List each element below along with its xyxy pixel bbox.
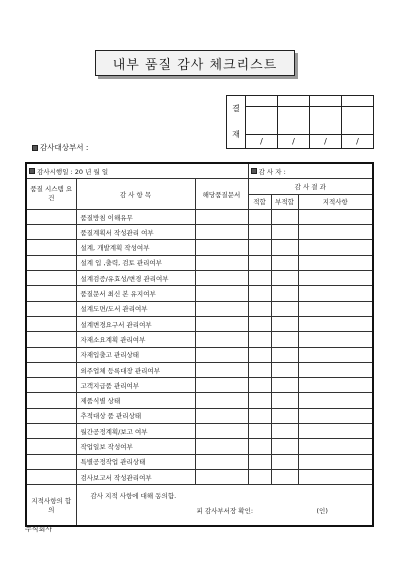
remarks-cell[interactable] bbox=[298, 378, 373, 393]
checklist-row bbox=[26, 271, 373, 286]
approval-title-cell bbox=[310, 96, 342, 107]
requirement-cell[interactable] bbox=[26, 286, 76, 301]
audit-target-dept bbox=[32, 142, 88, 153]
fail-cell[interactable] bbox=[271, 209, 298, 224]
approval-title-cell bbox=[342, 96, 374, 107]
bullet-square-icon bbox=[251, 168, 257, 174]
item-label: 품질계획서 작성관리 여부 bbox=[76, 225, 195, 240]
audit-target-dept-label: 감사대상부서 : bbox=[40, 143, 89, 152]
pass-cell[interactable] bbox=[248, 347, 271, 362]
requirement-cell[interactable] bbox=[26, 378, 76, 393]
document-cell[interactable] bbox=[195, 362, 248, 377]
remarks-cell[interactable] bbox=[298, 469, 373, 484]
fail-cell[interactable] bbox=[271, 255, 298, 270]
item-label: 제품식별 상태 bbox=[76, 393, 195, 408]
pass-cell[interactable] bbox=[248, 255, 271, 270]
header-fail: 부적합 bbox=[271, 194, 298, 209]
document-cell[interactable] bbox=[195, 424, 248, 439]
audit-date-label: 감사시행일 : 20 년 월 일 bbox=[37, 167, 109, 176]
remarks-cell[interactable] bbox=[298, 362, 373, 377]
approval-box bbox=[226, 95, 374, 149]
requirement-cell[interactable] bbox=[26, 332, 76, 347]
auditor-label: 감 사 자 : bbox=[258, 167, 286, 176]
fail-cell[interactable] bbox=[271, 393, 298, 408]
remarks-cell[interactable] bbox=[298, 209, 373, 224]
document-cell[interactable] bbox=[195, 271, 248, 286]
checklist-row bbox=[26, 469, 373, 484]
remarks-cell[interactable] bbox=[298, 424, 373, 439]
bullet-square-icon bbox=[29, 168, 35, 174]
document-cell[interactable] bbox=[195, 225, 248, 240]
item-label: 설계 입 ,출력, 검토 관리여부 bbox=[76, 255, 195, 270]
remarks-cell[interactable] bbox=[298, 255, 373, 270]
requirement-cell[interactable] bbox=[26, 424, 76, 439]
checklist-row bbox=[26, 240, 373, 255]
item-label: 품질방침 이해유무 bbox=[76, 209, 195, 224]
document-cell[interactable] bbox=[195, 393, 248, 408]
fail-cell[interactable] bbox=[271, 408, 298, 423]
header-result: 감 사 결 과 bbox=[248, 179, 373, 194]
requirement-cell[interactable] bbox=[26, 301, 76, 316]
pass-cell[interactable] bbox=[248, 301, 271, 316]
pass-cell[interactable] bbox=[248, 209, 271, 224]
fail-cell[interactable] bbox=[271, 424, 298, 439]
remarks-cell[interactable] bbox=[298, 240, 373, 255]
remarks-cell[interactable] bbox=[298, 347, 373, 362]
approval-label: 결 재 bbox=[227, 96, 246, 149]
document-cell[interactable] bbox=[195, 255, 248, 270]
requirement-cell[interactable] bbox=[26, 469, 76, 484]
pass-cell[interactable] bbox=[248, 378, 271, 393]
checklist-row bbox=[26, 347, 373, 362]
approval-sign-cell[interactable] bbox=[278, 107, 310, 135]
item-label: 설계검증/유효성/변경 관리여부 bbox=[76, 271, 195, 286]
remarks-cell[interactable] bbox=[298, 393, 373, 408]
checklist-table bbox=[25, 162, 374, 527]
requirement-cell[interactable] bbox=[26, 393, 76, 408]
item-label: 품질문서 최신 본 유지여부 bbox=[76, 286, 195, 301]
remarks-cell[interactable] bbox=[298, 271, 373, 286]
agreement-sign-label: 피 감사부서장 확인: bbox=[196, 507, 254, 516]
requirement-cell[interactable] bbox=[26, 209, 76, 224]
fail-cell[interactable] bbox=[271, 316, 298, 331]
pass-cell[interactable] bbox=[248, 454, 271, 469]
remarks-cell[interactable] bbox=[298, 439, 373, 454]
requirement-cell[interactable] bbox=[26, 240, 76, 255]
item-label: 작업일보 작성여부 bbox=[76, 439, 195, 454]
item-label: 설계변경요구서 관리여부 bbox=[76, 316, 195, 331]
fail-cell[interactable] bbox=[271, 332, 298, 347]
remarks-cell[interactable] bbox=[298, 225, 373, 240]
document-cell[interactable] bbox=[195, 347, 248, 362]
item-label: 설계도면/도서 관리여부 bbox=[76, 301, 195, 316]
item-label: 설계, 개발계획 작성여부 bbox=[76, 240, 195, 255]
document-cell[interactable] bbox=[195, 454, 248, 469]
remarks-cell[interactable] bbox=[298, 332, 373, 347]
document-cell[interactable] bbox=[195, 286, 248, 301]
checklist-row bbox=[26, 332, 373, 347]
fail-cell[interactable] bbox=[271, 362, 298, 377]
item-label: 추적대상 품 관리상태 bbox=[76, 408, 195, 423]
pass-cell[interactable] bbox=[248, 332, 271, 347]
auditor-cell bbox=[248, 163, 373, 179]
audit-date-cell bbox=[26, 163, 248, 179]
pass-cell[interactable] bbox=[248, 271, 271, 286]
checklist-row bbox=[26, 286, 373, 301]
remarks-cell[interactable] bbox=[298, 454, 373, 469]
checklist-row bbox=[26, 255, 373, 270]
pass-cell[interactable] bbox=[248, 362, 271, 377]
checklist-row bbox=[26, 362, 373, 377]
item-label: 월간공정계획/보고 여부 bbox=[76, 424, 195, 439]
checklist-row bbox=[26, 439, 373, 454]
requirement-cell[interactable] bbox=[26, 439, 76, 454]
remarks-cell[interactable] bbox=[298, 301, 373, 316]
pass-cell[interactable] bbox=[248, 408, 271, 423]
requirement-cell[interactable] bbox=[26, 271, 76, 286]
item-label: 검사보고서 작성관리여부 bbox=[76, 469, 195, 484]
requirement-cell[interactable] bbox=[26, 255, 76, 270]
pass-cell[interactable] bbox=[248, 286, 271, 301]
item-label: 고객지급품 관리여부 bbox=[76, 378, 195, 393]
approval-sign-cell[interactable] bbox=[310, 107, 342, 135]
item-label: 외주업체 등록대장 관리여부 bbox=[76, 362, 195, 377]
approval-title-cell bbox=[246, 96, 278, 107]
checklist-row bbox=[26, 408, 373, 423]
pass-cell[interactable] bbox=[248, 240, 271, 255]
remarks-cell[interactable] bbox=[298, 286, 373, 301]
bullet-square-icon bbox=[32, 145, 38, 151]
item-label: 특별공정작업 관리상태 bbox=[76, 454, 195, 469]
pass-cell[interactable] bbox=[248, 393, 271, 408]
agreement-seal: (인) bbox=[316, 507, 328, 516]
agreement-text: 감사 지적 사항에 대해 동의함. bbox=[90, 492, 177, 501]
document-cell[interactable] bbox=[195, 332, 248, 347]
requirement-cell[interactable] bbox=[26, 454, 76, 469]
pass-cell[interactable] bbox=[248, 424, 271, 439]
pass-cell[interactable] bbox=[248, 225, 271, 240]
fail-cell[interactable] bbox=[271, 378, 298, 393]
fail-cell[interactable] bbox=[271, 301, 298, 316]
agreement-cell bbox=[76, 485, 373, 527]
requirement-cell[interactable] bbox=[26, 362, 76, 377]
requirement-cell[interactable] bbox=[26, 316, 76, 331]
header-items: 감 사 항 목 bbox=[76, 179, 195, 210]
document-cell[interactable] bbox=[195, 240, 248, 255]
checklist-row bbox=[26, 301, 373, 316]
checklist-row bbox=[26, 393, 373, 408]
agreement-label: 지적사항의 합의 bbox=[26, 485, 76, 527]
header-remarks: 지적사항 bbox=[298, 194, 373, 209]
fail-cell[interactable] bbox=[271, 347, 298, 362]
document-cell[interactable] bbox=[195, 209, 248, 224]
pass-cell[interactable] bbox=[248, 469, 271, 484]
fail-cell[interactable] bbox=[271, 286, 298, 301]
pass-cell[interactable] bbox=[248, 439, 271, 454]
document-cell[interactable] bbox=[195, 378, 248, 393]
document-cell[interactable] bbox=[195, 316, 248, 331]
approval-date: / bbox=[342, 135, 374, 149]
remarks-cell[interactable] bbox=[298, 316, 373, 331]
company-name: 주식회사 bbox=[25, 525, 53, 533]
requirement-cell[interactable] bbox=[26, 225, 76, 240]
fail-cell[interactable] bbox=[271, 454, 298, 469]
document-cell[interactable] bbox=[195, 469, 248, 484]
fail-cell[interactable] bbox=[271, 469, 298, 484]
document-cell[interactable] bbox=[195, 439, 248, 454]
approval-title-cell bbox=[278, 96, 310, 107]
remarks-cell[interactable] bbox=[298, 408, 373, 423]
checklist-row bbox=[26, 424, 373, 439]
checklist-row bbox=[26, 209, 373, 224]
document-cell[interactable] bbox=[195, 301, 248, 316]
document-title: 내부 품질 감사 체크리스트 bbox=[95, 50, 295, 76]
checklist-row bbox=[26, 454, 373, 469]
item-label: 자재입출고 관리상태 bbox=[76, 347, 195, 362]
item-label: 자재소요계획 관리여부 bbox=[76, 332, 195, 347]
approval-date: / bbox=[278, 135, 310, 149]
header-pass: 적합 bbox=[248, 194, 271, 209]
requirement-cell[interactable] bbox=[26, 347, 76, 362]
header-documents: 해당품질문서 bbox=[195, 179, 248, 210]
approval-sign-cell[interactable] bbox=[246, 107, 278, 135]
checklist-row bbox=[26, 378, 373, 393]
approval-date: / bbox=[310, 135, 342, 149]
approval-sign-cell[interactable] bbox=[342, 107, 374, 135]
pass-cell[interactable] bbox=[248, 316, 271, 331]
header-requirement: 품질 시스템 요건 bbox=[26, 179, 76, 210]
checklist-row bbox=[26, 316, 373, 331]
requirement-cell[interactable] bbox=[26, 408, 76, 423]
fail-cell[interactable] bbox=[271, 439, 298, 454]
fail-cell[interactable] bbox=[271, 240, 298, 255]
checklist-row bbox=[26, 225, 373, 240]
fail-cell[interactable] bbox=[271, 225, 298, 240]
approval-date: / bbox=[246, 135, 278, 149]
document-cell[interactable] bbox=[195, 408, 248, 423]
fail-cell[interactable] bbox=[271, 271, 298, 286]
